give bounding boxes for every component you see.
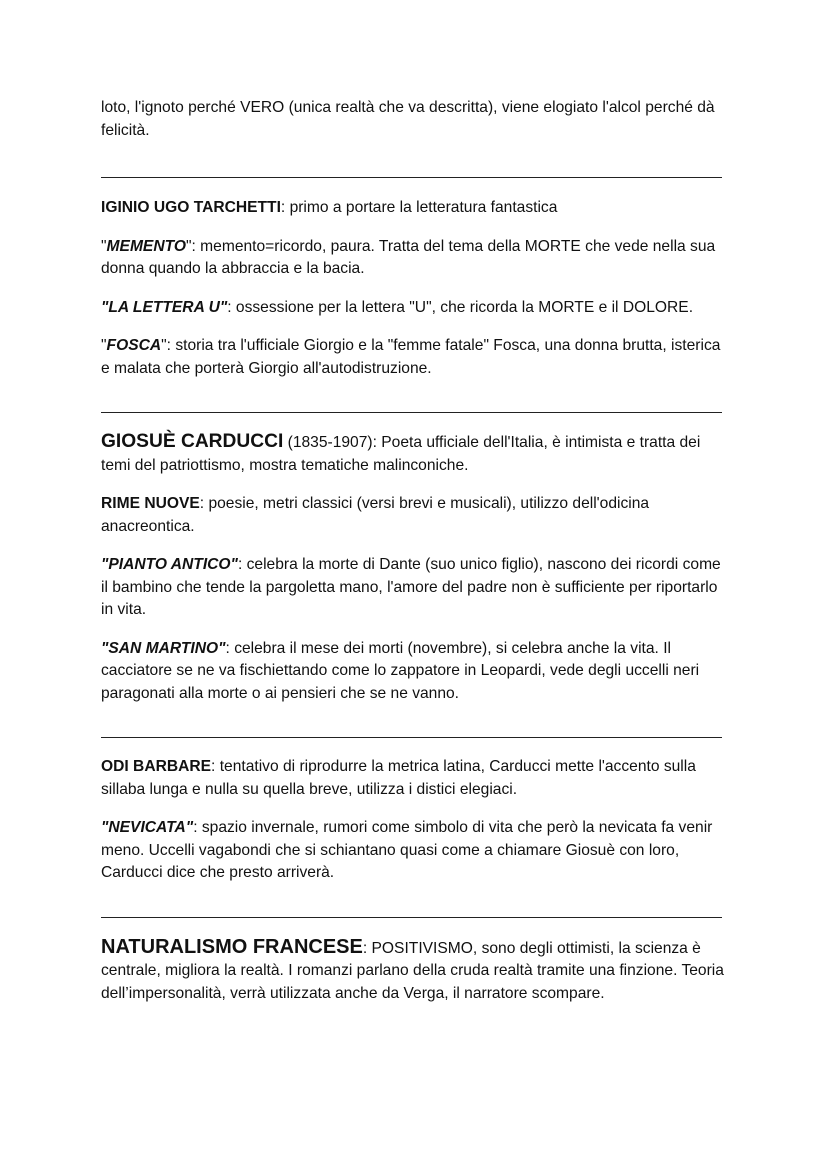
carducci-heading: GIOSUÈ CARDUCCI (1835-1907): Poeta ufficiale dell'Italia, è intimista e tratta dei temi del patriottismo, mostra tematiche malinconiche. [101,431,701,474]
fosca-paragraph: "FOSCA": storia tra l'ufficiale Giorgio e la "femme fatale" Fosca, una donna brutta, isterica e malata che porterà Giorgio all'autodistruzione. [101,337,721,377]
tarchetti-heading: IGINIO UGO TARCHETTI: primo a portare la letteratura fantastica [101,199,558,216]
odi-barbare-paragraph: ODI BARBARE: tentativo di riprodurre la metrica latina, Carducci mette l'accento sulla sillaba lunga e nulla su quella breve, utilizza i distici elegiaci. [101,758,696,798]
memento-paragraph: "MEMENTO": memento=ricordo, paura. Tratta del tema della MORTE che vede nella sua donna quando la abbraccia e la bacia. [101,237,716,277]
naturalismo-paragraph: NATURALISMO FRANCESE: POSITIVISMO, sono degli ottimisti, la scienza è centrale, migliora la realtà. I romanzi parlano della cruda realtà tramite una finzione. Teoria dell’impersonalità, verrà utilizzata anche da Verga, il narratore scompare. [101,935,724,1002]
document-page [101,97,726,1005]
pianto-antico-paragraph: "PIANTO ANTICO": celebra la morte di Dante (suo unico figlio), nascono dei ricordi come il bambino che tende la pargoletta mano, l'amore del padre non è sufficiente per riportarlo in vita. [101,556,721,618]
intro-paragraph: loto, l'ignoto perché VERO (unica realtà che va descritta), viene elogiato l'alcol perché dà felicità. [101,99,715,139]
rime-nuove-paragraph: RIME NUOVE: poesie, metri classici (versi brevi e musicali), utilizzo dell'odicina anacreontica. [101,495,650,535]
nevicata-paragraph: "NEVICATA": spazio invernale, rumori come simbolo di vita che però la nevicata fa venir meno. Uccelli vagabondi che si schiantano quasi come a chiamare Giosuè con loro, Carducci dice che presto arriverà. [101,819,713,881]
lettera-u-paragraph: "LA LETTERA U": ossessione per la lettera "U", che ricorda la MORTE e il DOLORE. [101,298,694,316]
san-martino-paragraph: "SAN MARTINO": celebra il mese dei morti (novembre), si celebra anche la vita. Il cacciatore se ne va fischiettando come lo zappatore in Leopardi, vede degli uccelli neri paragonati alla morte o ai pensieri che se ne vanno. [101,639,700,702]
